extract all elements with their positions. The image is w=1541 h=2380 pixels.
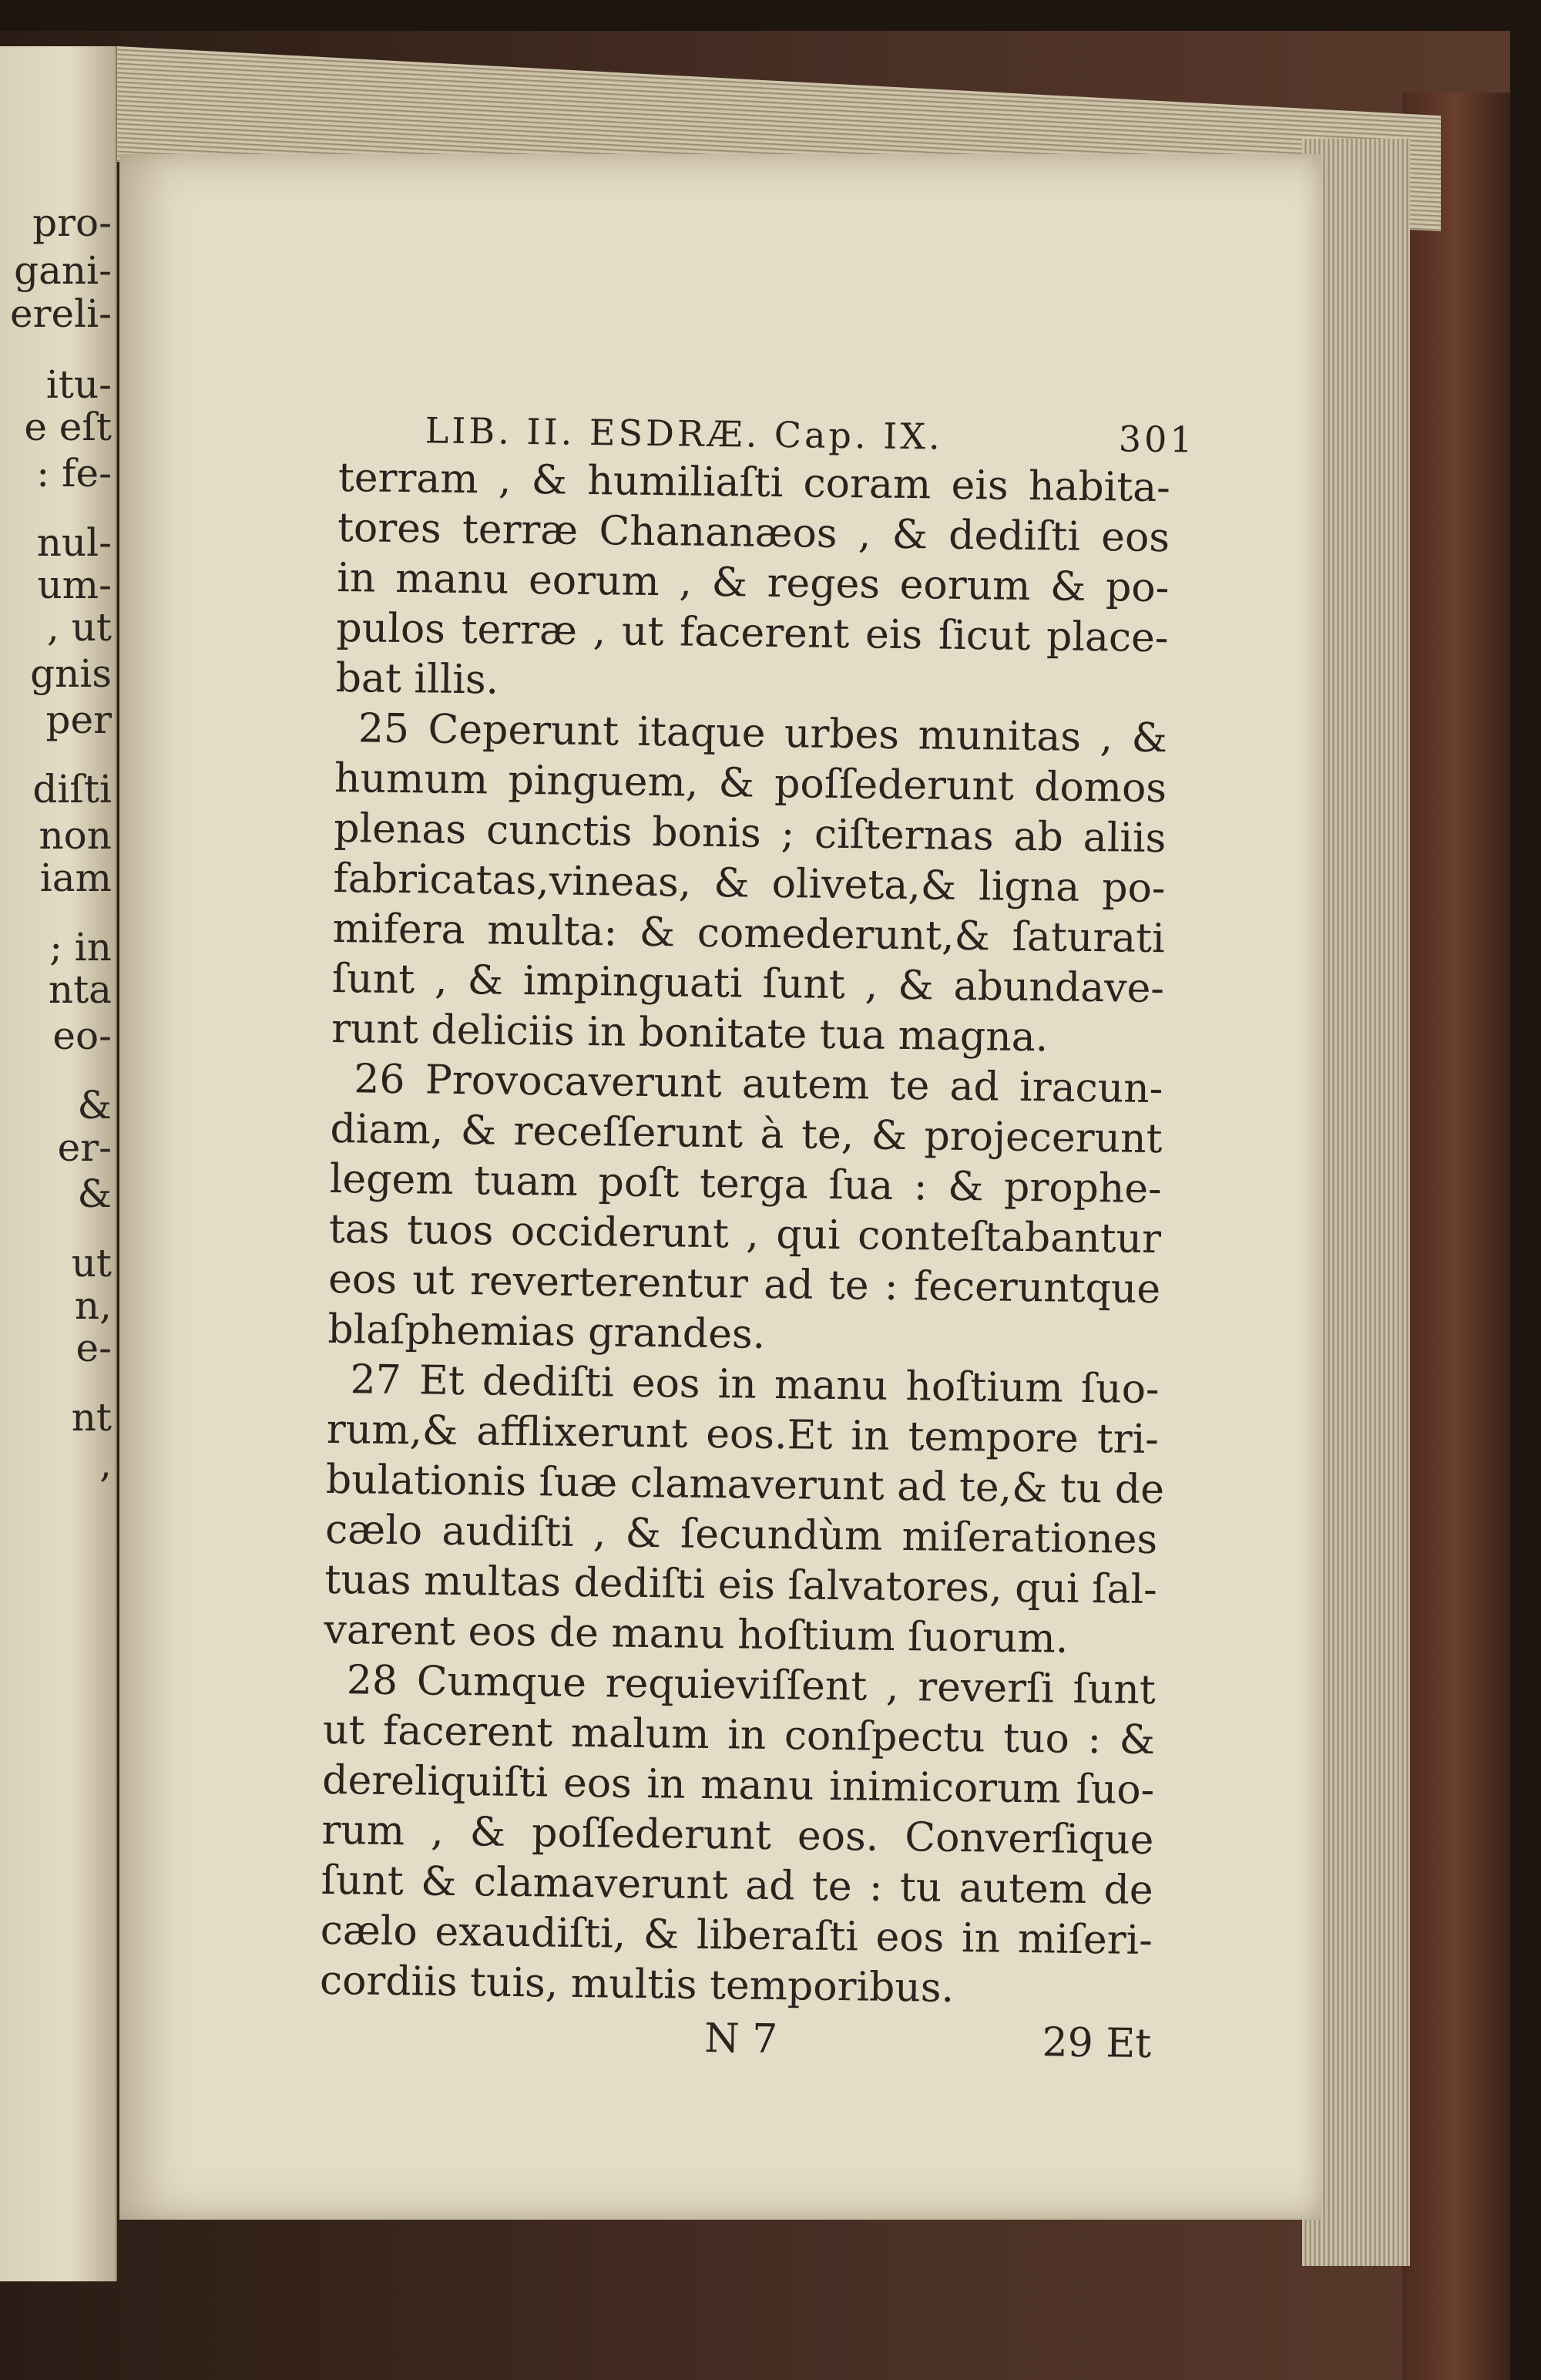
text-line: cælo exaudiſti, & liberaſti eos in miſeri- [320, 1907, 1153, 1965]
left-page-fragment: um- [37, 563, 112, 607]
right-page [119, 154, 1321, 2220]
left-page-fragment: nt [71, 1395, 112, 1440]
text-line: plenas cunctis bonis ; ciſternas ab aliis [333, 805, 1167, 862]
left-page-fragment: pro- [32, 200, 112, 245]
text-line: fabricatas,vineas, & oliveta,& ligna po- [333, 855, 1166, 913]
page-number: 301 [1118, 418, 1196, 461]
left-page-fragment: eo- [52, 1014, 112, 1058]
text-line: pulos terræ , ut facerent eis ſicut place- [336, 604, 1169, 662]
text-line: bat illis. [335, 654, 499, 704]
text-line: 26 Provocaverunt autem te ad iracun- [354, 1056, 1163, 1113]
right-cover-edge [1402, 92, 1510, 2380]
left-page-fragment: e- [76, 1326, 112, 1370]
text-line: tas tuos occiderunt , qui conteſtabantur [328, 1205, 1162, 1263]
left-page-fragment: itu- [45, 362, 112, 407]
text-line: humum pinguem, & poſſederunt domos [334, 755, 1167, 812]
left-page-fragment: nta [48, 967, 112, 1012]
text-line: 28 Cumque requieviſſent , reverſi ſunt [346, 1657, 1157, 1714]
text-line: ſunt & clamaverunt ad te : tu autem de [321, 1857, 1153, 1914]
text-line: cordiis tuis, multis temporibus. [319, 1957, 955, 2012]
text-line: blaſphemias grandes. [327, 1306, 766, 1358]
left-page-fragment: non [39, 813, 112, 858]
text-line: cælo audiſti , & ſecundùm miſerationes [324, 1506, 1158, 1564]
left-page-fragment: gani- [14, 248, 112, 293]
text-line: ſunt , & impinguati ſunt , & abundave- [331, 955, 1165, 1013]
text-line: dereliquiſti eos in manu inimicorum ſuo- [321, 1756, 1155, 1814]
left-page-fragment: , [99, 1441, 112, 1486]
left-page-fragment: & [77, 1172, 112, 1216]
left-page [0, 46, 117, 2281]
catchword: 29 Et [1042, 2019, 1152, 2068]
text-line: ut facerent malum in conſpectu tuo : & [322, 1706, 1156, 1764]
text-line: rum , & poſſederunt eos. Converſique [321, 1807, 1154, 1864]
text-line: diam, & receſſerunt à te, & projecerunt [330, 1105, 1163, 1163]
signature-mark: N 7 [703, 2015, 778, 2063]
text-line: 27 Et dediſti eos in manu hoſtium ſuo- [350, 1356, 1160, 1414]
left-page-fragment: : fe- [36, 451, 112, 496]
text-line: mifera multa: & comederunt,& ſaturati [332, 905, 1166, 963]
text-line: runt deliciis in bonitate tua magna. [331, 1005, 1049, 1061]
text-line: legem tuam poſt terga ſua : & prophe- [329, 1155, 1163, 1213]
text-line: bulationis ſuæ clamaverunt ad te,& tu de [325, 1456, 1165, 1514]
left-page-fragment: & [77, 1083, 112, 1128]
page-footer [319, 2011, 1152, 2067]
left-page-fragment: ; in [49, 925, 112, 970]
text-line: 25 Ceperunt itaque urbes munitas , & [358, 705, 1168, 762]
left-page-fragment: diſti [32, 767, 112, 812]
left-page-fragment: er- [57, 1125, 112, 1170]
left-page-fragment: iam [39, 856, 112, 900]
text-lines [320, 453, 1202, 2017]
left-page-fragment: nul- [36, 520, 112, 565]
left-page-fragment: ereli- [10, 291, 112, 336]
text-line: tores terræ Chananæos , & dediſti eos [337, 504, 1170, 562]
text-block [319, 408, 1202, 2068]
text-line: terram , & humiliaſti coram eis habita- [337, 454, 1171, 512]
text-line: varent eos de manu hoſtium ſuorum. [324, 1606, 1069, 1662]
running-head-title: LIB. II. ESDRÆ. Cap. IX. [425, 409, 944, 458]
left-page-fragment: per [45, 698, 112, 742]
left-page-fragment: e eſt [24, 405, 112, 449]
left-page-fragment: ut [71, 1241, 112, 1286]
text-line: tuas multas dediſti eis ſalvatores, qui ſal- [324, 1556, 1157, 1614]
text-line: in manu eorum , & reges eorum & po- [336, 554, 1170, 612]
left-page-fragment: n, [74, 1283, 112, 1328]
text-line: rum,& afflixerunt eos.Et in tempore tri- [326, 1406, 1160, 1464]
running-head [425, 409, 1196, 460]
left-page-fragment: gnis [30, 651, 112, 696]
left-page-fragment: , ut [46, 605, 112, 650]
text-line: eos ut reverterentur ad te : feceruntque [327, 1256, 1161, 1313]
